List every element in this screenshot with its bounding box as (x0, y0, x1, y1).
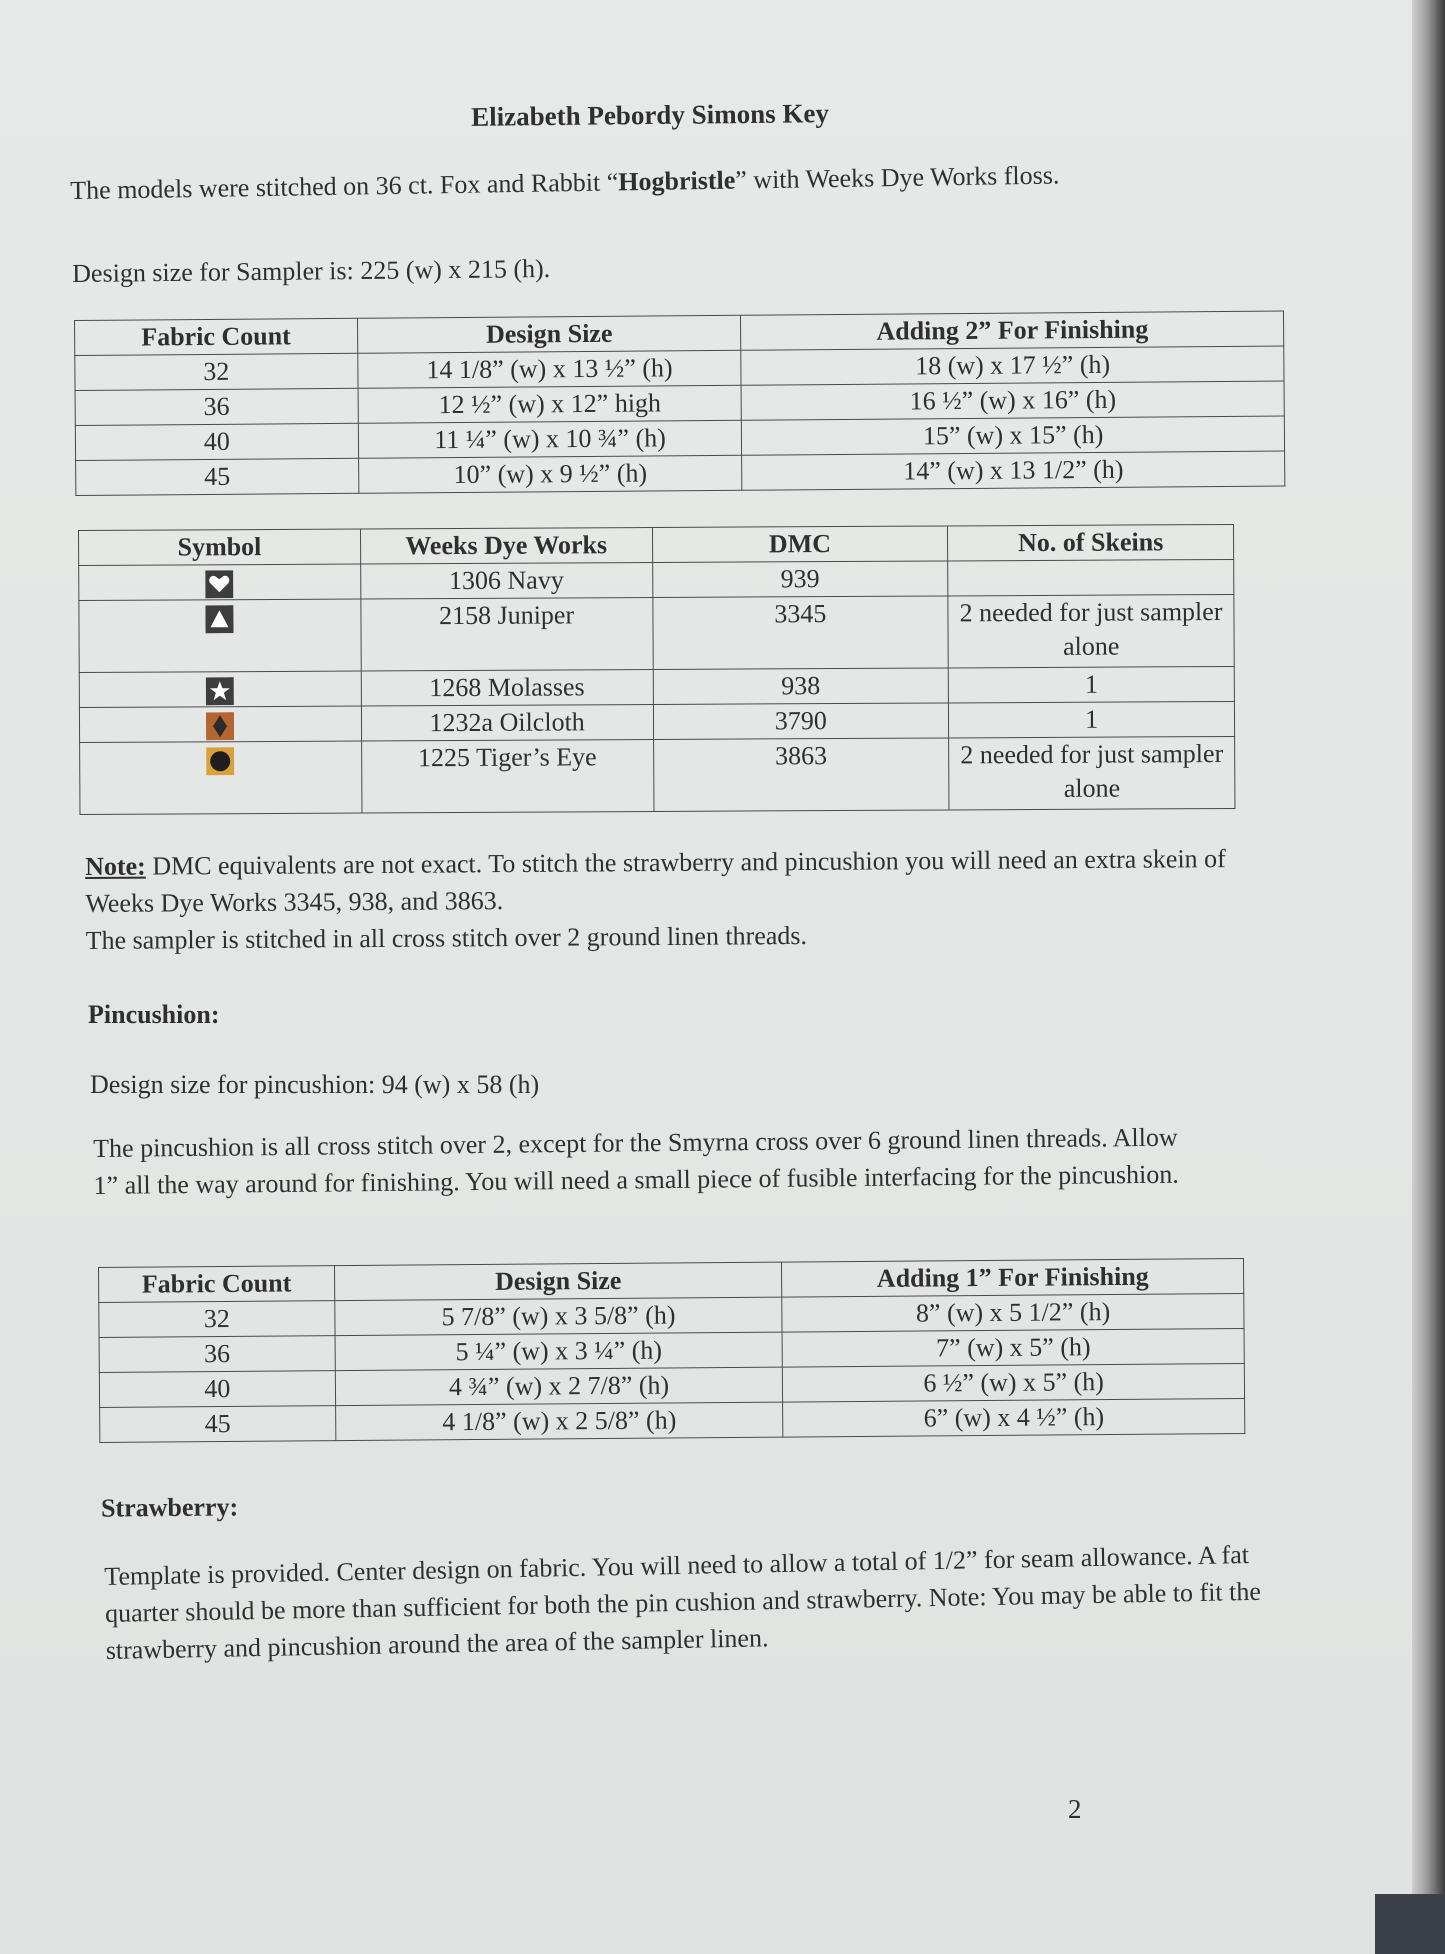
diamond-icon (206, 712, 234, 740)
table-cell: 1225 Tiger’s Eye (361, 739, 653, 813)
background-corner (1375, 1894, 1445, 1954)
table-cell: 8” (w) x 5 1/2” (h) (782, 1294, 1244, 1333)
table-cell: 12 ½” (w) x 12” high (358, 385, 742, 423)
page-title: Elizabeth Pebordy Simons Key (470, 98, 830, 132)
floss-key-table (78, 524, 1235, 815)
note-text: DMC equivalents are not exact. To stitch the strawberry and pincushion you will need an extra skein of Weeks Dye Works 3345, 938, and 3863. (85, 844, 1226, 918)
note-paragraph (85, 840, 1236, 959)
table-header: DMC (652, 526, 948, 563)
table-cell: 45 (76, 458, 359, 495)
page-number: 2 (1068, 1794, 1082, 1824)
table-cell: 3863 (653, 738, 949, 812)
table-cell: 2 needed for just sampler alone (949, 736, 1235, 809)
table-cell: 40 (75, 423, 358, 460)
table-cell: 15” (w) x 15” (h) (742, 416, 1285, 455)
table-header-row (79, 524, 1234, 565)
table-cell: 4 ¾” (w) x 2 7/8” (h) (335, 1367, 783, 1406)
table-row (80, 736, 1235, 814)
table-header: Fabric Count (99, 1266, 335, 1303)
symbol-cell (80, 741, 362, 814)
circle-icon (207, 747, 235, 775)
sampler-size-text: Design size for Sampler is: 225 (w) x 215 (h). (72, 253, 551, 288)
table-cell: 939 (652, 561, 948, 598)
table-cell: 1306 Navy (360, 562, 652, 599)
note-label: Note: (85, 851, 146, 881)
note-text-2: The sampler is stitched in all cross stitch over 2 ground linen threads. (85, 920, 808, 955)
table-header: Fabric Count (75, 318, 358, 355)
table-row (79, 701, 1234, 742)
table-cell: 11 ¼” (w) x 10 ¾” (h) (358, 420, 742, 458)
triangle-icon (206, 605, 234, 633)
strawberry-heading: Strawberry: (100, 1492, 239, 1523)
heart-icon (206, 570, 234, 598)
sampler-size-table (74, 310, 1285, 495)
table-row (79, 666, 1234, 707)
table-cell: 32 (99, 1301, 335, 1338)
table-cell: 5 ¼” (w) x 3 ¼” (h) (335, 1332, 783, 1371)
pincushion-description: The pincushion is all cross stitch over 2, except for the Smyrna cross over 6 ground linen threads. Allow 1” all the way around for finishing. You will need a small piece of fusible interfacing for the pincushion. (93, 1122, 1179, 1200)
pincushion-size-text: Design size for pincushion: 94 (w) x 58 (h) (90, 1070, 540, 1099)
table-cell: 3345 (652, 596, 948, 670)
table-cell: 938 (653, 668, 949, 705)
table-cell: 5 7/8” (w) x 3 5/8” (h) (335, 1297, 783, 1336)
symbol-cell (79, 706, 361, 742)
table-cell: 2 needed for just sampler alone (948, 594, 1234, 667)
intro-text-after: ” with Weeks Dye Works floss. (735, 160, 1060, 195)
table-cell: 4 1/8” (w) x 2 5/8” (h) (335, 1402, 783, 1441)
table-cell: 45 (100, 1406, 336, 1443)
table-header: Adding 1” For Finishing (782, 1259, 1244, 1298)
symbol-cell (79, 671, 361, 707)
table-cell: 14 1/8” (w) x 13 ½” (h) (358, 350, 742, 388)
intro-text-before: The models were stitched on 36 ct. Fox and Rabbit “ (70, 167, 619, 205)
table-cell: 3790 (653, 703, 949, 740)
table-cell: 14” (w) x 13 1/2” (h) (742, 451, 1285, 490)
table-cell: 10” (w) x 9 ½” (h) (358, 455, 742, 493)
star-icon (206, 677, 234, 705)
table-cell: 40 (99, 1371, 335, 1408)
page-edge-shadow (1412, 0, 1445, 1954)
table-header: Adding 2” For Finishing (741, 311, 1284, 350)
symbol-cell (79, 599, 361, 672)
table-cell: 32 (75, 353, 358, 390)
table-cell: 6 ½” (w) x 5” (h) (783, 1364, 1245, 1403)
table-header: No. of Skeins (948, 524, 1234, 560)
table-cell: 36 (75, 388, 358, 425)
pincushion-size-table (98, 1258, 1245, 1443)
strawberry-description: Template is provided. Center design on fabric. You will need to allow a total of 1/2” for seam allowance. A fat quarter should be more than sufficient for both the pin cushion and strawberry. Note: You may be able to fit the strawberry and pincushion around the area of the sampler linen. (104, 1540, 1262, 1665)
table-cell: 1 (948, 666, 1234, 702)
table-cell: 18 (w) x 17 ½” (h) (741, 346, 1284, 385)
table-cell: 2158 Juniper (361, 597, 653, 671)
table-row (79, 594, 1234, 672)
table-header: Weeks Dye Works (360, 527, 652, 564)
table-cell: 16 ½” (w) x 16” (h) (741, 381, 1284, 420)
table-header: Design Size (357, 315, 741, 353)
table-cell: 36 (99, 1336, 335, 1373)
symbol-cell (79, 564, 361, 600)
table-header: Symbol (79, 529, 361, 565)
table-cell: 1268 Molasses (361, 669, 653, 706)
table-row (79, 559, 1234, 600)
table-cell (948, 559, 1234, 595)
intro-fabric-name: Hogbristle (618, 165, 736, 197)
table-cell: 7” (w) x 5” (h) (782, 1329, 1244, 1368)
pincushion-heading: Pincushion: (88, 1000, 220, 1029)
table-header: Design Size (334, 1262, 782, 1301)
table-cell: 6” (w) x 4 ½” (h) (783, 1398, 1245, 1437)
table-cell: 1232a Oilcloth (361, 704, 653, 741)
table-cell: 1 (949, 701, 1235, 737)
